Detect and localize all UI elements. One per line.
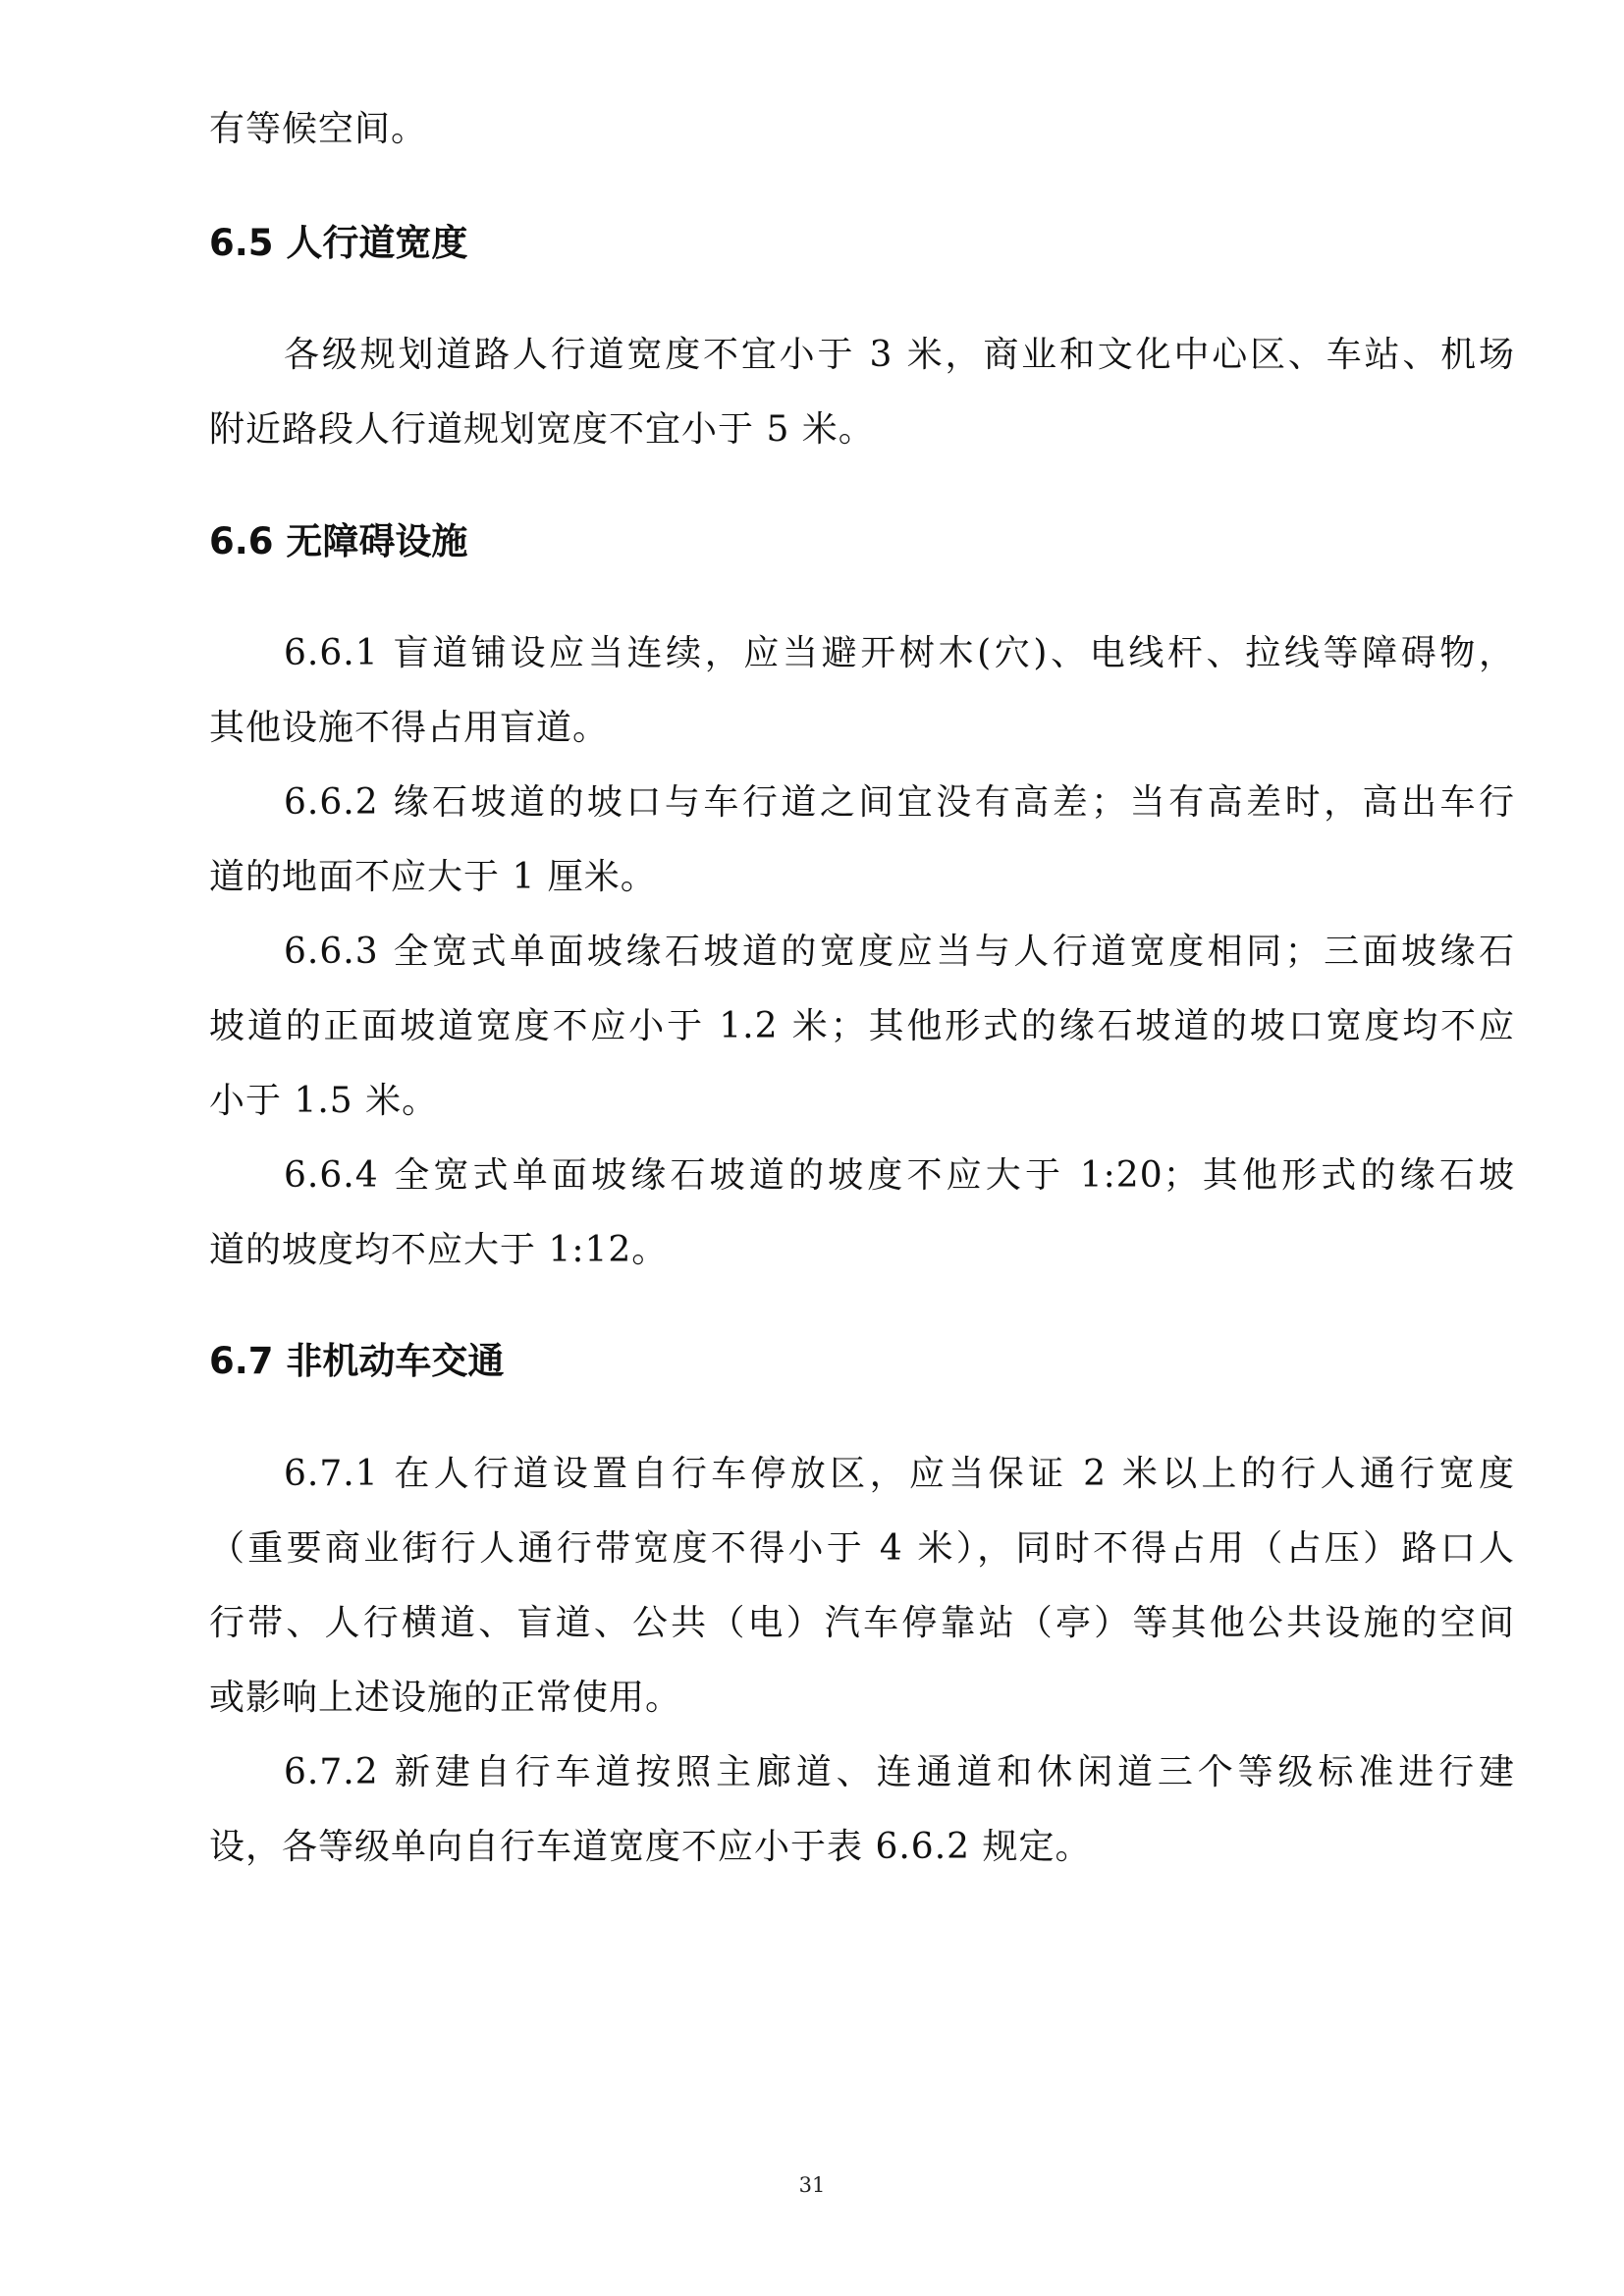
paragraph-line: （重要商业街行人通行带宽度不得小于 4 米），同时不得占用（占压）路口人 — [209, 1528, 1515, 1569]
paragraph-line: 设，各等级单向自行车道宽度不应小于表 6.6.2 规定。 — [209, 1827, 1092, 1867]
paragraph-line: 行带、人行横道、盲道、公共（电）汽车停靠站（亭）等其他公共设施的空间 — [209, 1603, 1515, 1643]
paragraph-line: 6.6.3 全宽式单面坡缘石坡道的宽度应当与人行道宽度相同；三面坡缘石 — [284, 932, 1515, 972]
paragraph-line: 6.6.4 全宽式单面坡缘石坡道的坡度不应大于 1:20；其他形式的缘石坡 — [284, 1155, 1515, 1196]
page-number: 31 — [798, 2173, 826, 2197]
section-heading-6-7: 6.7 非机动车交通 — [209, 1340, 505, 1382]
paragraph-line: 6.7.2 新建自行车道按照主廊道、连通道和休闲道三个等级标准进行建 — [284, 1752, 1515, 1792]
paragraph-line: 其他设施不得占用盲道。 — [209, 708, 610, 748]
paragraph-line: 6.7.1 在人行道设置自行车停放区，应当保证 2 米以上的行人通行宽度 — [284, 1454, 1515, 1494]
section-heading-6-5: 6.5 人行道宽度 — [209, 222, 468, 264]
paragraph-line: 道的坡度均不应大于 1:12。 — [209, 1230, 669, 1270]
paragraph-line: 道的地面不应大于 1 厘米。 — [209, 857, 657, 897]
paragraph-line: 小于 1.5 米。 — [209, 1081, 439, 1121]
paragraph-line: 各级规划道路人行道宽度不宜小于 3 米，商业和文化中心区、车站、机场 — [284, 335, 1515, 375]
paragraph-line: 6.6.2 缘石坡道的坡口与车行道之间宜没有高差；当有高差时，高出车行 — [284, 782, 1515, 823]
section-heading-6-6: 6.6 无障碍设施 — [209, 520, 468, 562]
paragraph-line: 附近路段人行道规划宽度不宜小于 5 米。 — [209, 409, 875, 450]
paragraph-line: 有等候空间。 — [209, 109, 428, 149]
paragraph-line: 坡道的正面坡道宽度不应小于 1.2 米；其他形式的缘石坡道的坡口宽度均不应 — [209, 1006, 1515, 1046]
paragraph-line: 或影响上述设施的正常使用。 — [209, 1678, 682, 1718]
paragraph-line: 6.6.1 盲道铺设应当连续，应当避开树木(穴)、电线杆、拉线等障碍物， — [284, 633, 1515, 673]
